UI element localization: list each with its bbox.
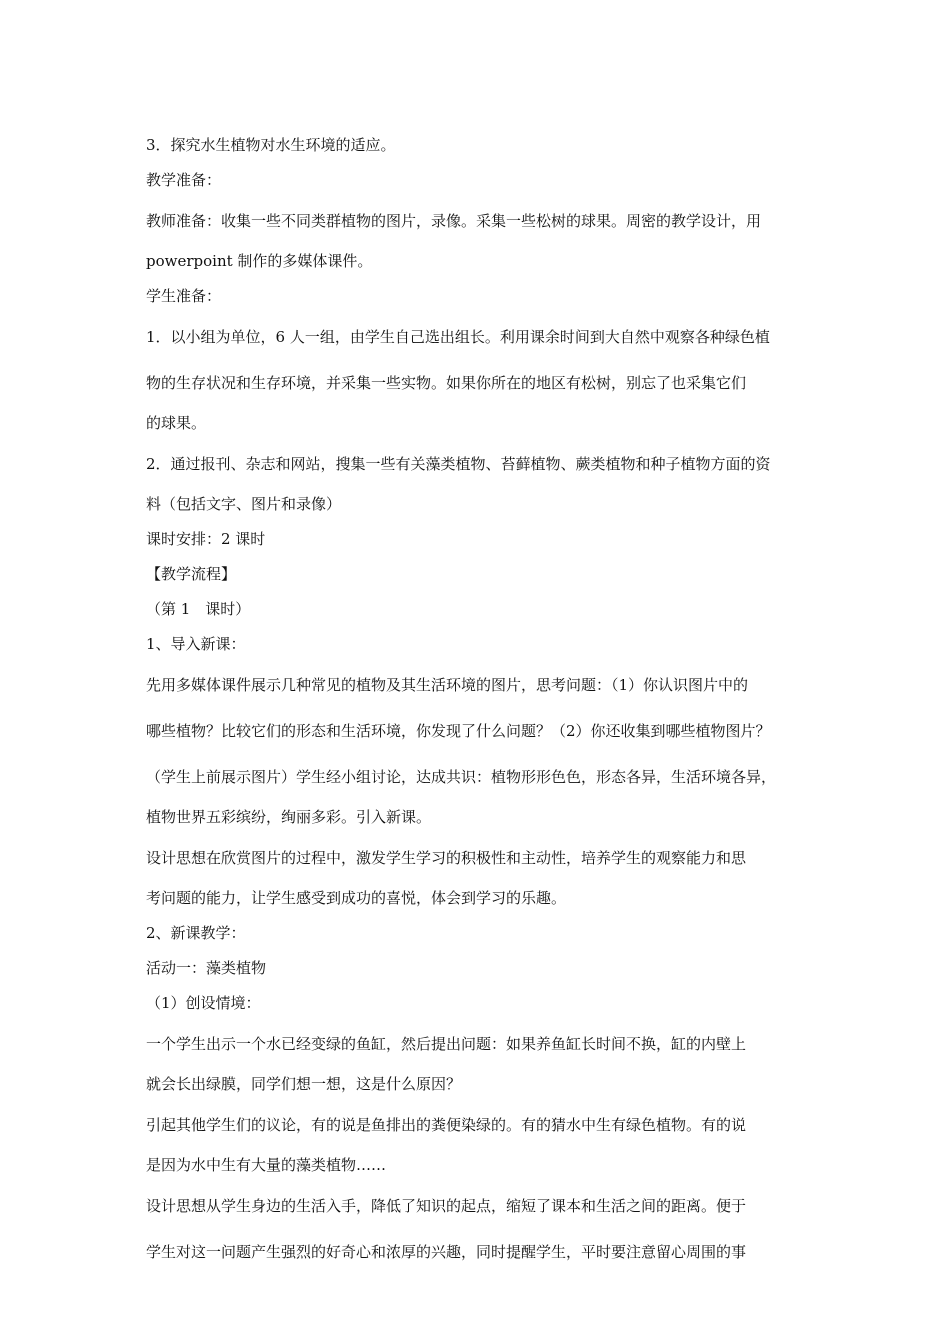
text-line: 引起其他学生们的议论，有的说是鱼排出的粪便染绿的。有的猜水中生有绿色植物。有的说 xyxy=(146,1116,747,1134)
text-line: 设计思想从学生身边的生活入手，降低了知识的起点，缩短了课本和生活之间的距离。便于 xyxy=(146,1197,747,1215)
text-line: 一个学生出示一个水已经变绿的鱼缸，然后提出问题：如果养鱼缸长时间不换，缸的内壁上 xyxy=(146,1035,747,1053)
text-line: 1．以小组为单位，6 人一组，由学生自己选出组长。利用课余时间到大自然中观察各种绿色植 xyxy=(146,328,770,346)
text-line: 哪些植物？比较它们的形态和生活环境，你发现了什么问题？（2）你还收集到哪些植物图片？ xyxy=(146,722,771,740)
text-line: 学生准备： xyxy=(146,287,222,305)
text-line: 3．探究水生植物对水生环境的适应。 xyxy=(146,136,396,154)
text-line: 物的生存状况和生存环境，并采集一些实物。如果你所在的地区有松树，别忘了也采集它们 xyxy=(146,374,747,392)
text-line: （1）创设情境： xyxy=(146,994,261,1012)
text-line: 学生对这一问题产生强烈的好奇心和浓厚的兴趣，同时提醒学生，平时要注意留心周围的事 xyxy=(146,1243,747,1261)
text-line: 2、新课教学： xyxy=(146,924,246,942)
text-line: 设计思想在欣赏图片的过程中，激发学生学习的积极性和主动性，培养学生的观察能力和思 xyxy=(146,849,747,867)
text-line: 考问题的能力，让学生感受到成功的喜悦，体会到学习的乐趣。 xyxy=(146,889,567,907)
text-line: 料（包括文字、图片和录像） xyxy=(146,495,342,513)
text-line: 教学准备： xyxy=(146,171,222,189)
text-line: 教师准备：收集一些不同类群植物的图片，录像。采集一些松树的球果。周密的教学设计，用 xyxy=(146,212,762,230)
text-line: 的球果。 xyxy=(146,414,207,432)
text-line: 是因为水中生有大量的藻类植物…… xyxy=(146,1156,387,1174)
text-line: powerpoint 制作的多媒体课件。 xyxy=(146,252,373,270)
text-line: 课时安排：2 课时 xyxy=(146,530,266,548)
text-line: （第 1 课时） xyxy=(146,600,251,618)
section-heading: 【教学流程】 xyxy=(146,565,237,583)
document-page xyxy=(146,128,810,1275)
text-line: 就会长出绿膜，同学们想一想，这是什么原因？ xyxy=(146,1075,462,1093)
text-line: 1、导入新课： xyxy=(146,635,246,653)
text-line: （学生上前展示图片）学生经小组讨论，达成共识：植物形形色色，形态各异，生活环境各异， xyxy=(146,768,777,786)
text-line: 活动一：藻类植物 xyxy=(146,959,267,977)
text-line: 先用多媒体课件展示几种常见的植物及其生活环境的图片，思考问题：（1）你认识图片中的 xyxy=(146,676,749,694)
text-line: 植物世界五彩缤纷，绚丽多彩。引入新课。 xyxy=(146,808,432,826)
text-line: 2．通过报刊、杂志和网站，搜集一些有关藻类植物、苔藓植物、蕨类植物和种子植物方面的资 xyxy=(146,455,771,473)
